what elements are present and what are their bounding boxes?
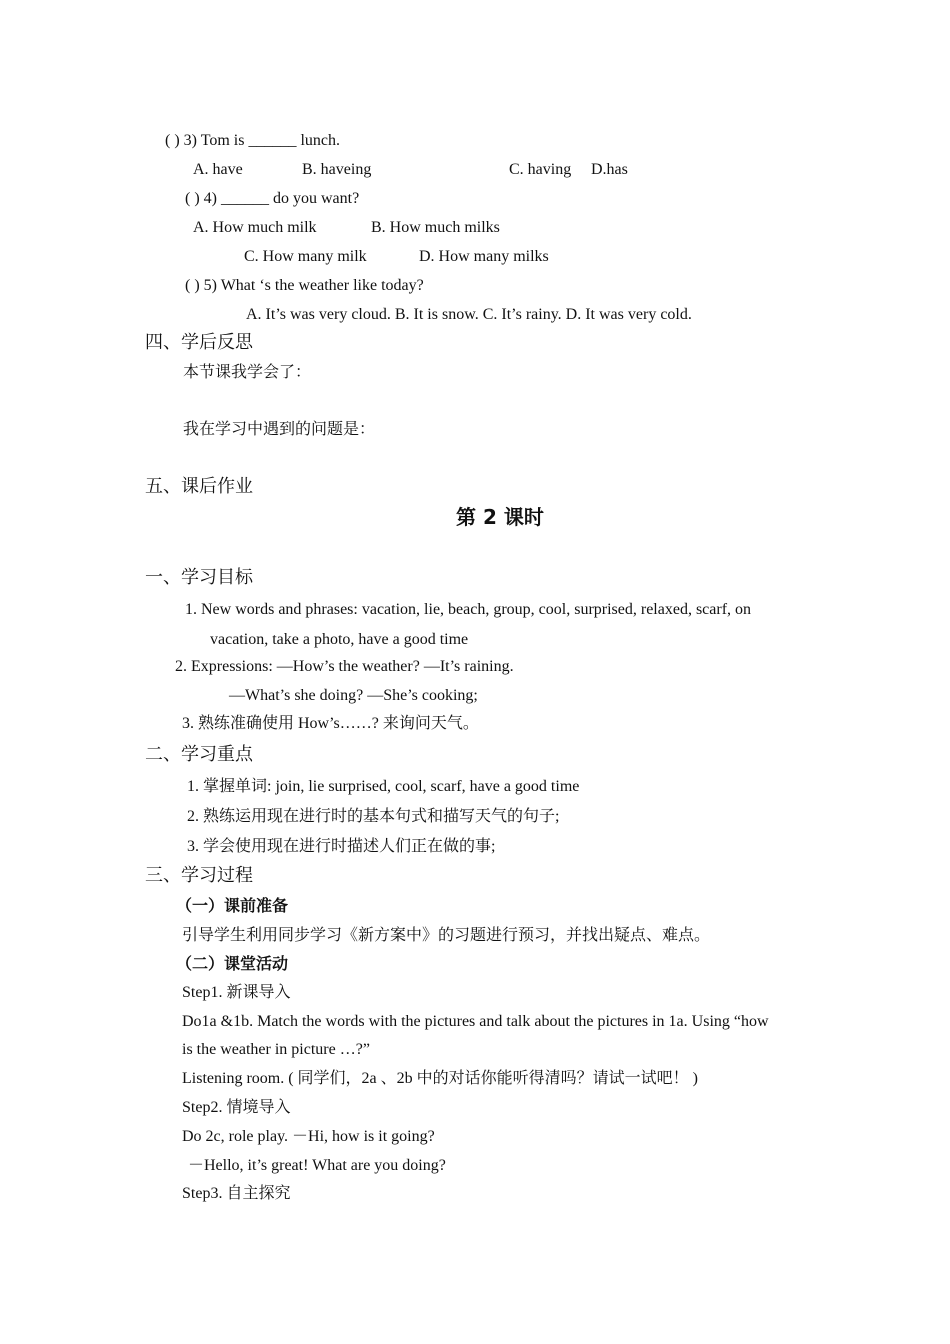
question-5-stem: ( ) 5) What ‘s the weather like today? xyxy=(185,277,424,294)
question-3-options xyxy=(193,160,693,180)
section-heading-process: 三、学习过程 xyxy=(145,865,253,886)
reflection-problems-prompt: 我在学习中遇到的问题是： xyxy=(183,421,376,438)
step-2: Step2. 情境导入 xyxy=(182,1099,291,1116)
question-4-options-row2 xyxy=(244,247,644,267)
goal-item-2-line-2: —What’s she doing? —She’s cooking; xyxy=(229,687,478,704)
section-heading-reflection: 四、学后反思 xyxy=(145,332,253,353)
section-heading-goals: 一、学习目标 xyxy=(145,567,253,588)
question-4-option-c: C. How many milk xyxy=(244,248,367,265)
lesson-title: 第 2 课时 xyxy=(456,505,544,529)
subheading-preparation: （一）课前准备 xyxy=(176,896,289,915)
focus-item-1: 1. 掌握单词: join, lie surprised, cool, scarf, have a good time xyxy=(187,778,580,795)
question-3-option-d: D.has xyxy=(591,161,628,178)
goal-item-2-line-1: 2. Expressions: —How’s the weather? —It’s raining. xyxy=(175,658,514,675)
reflection-learned-prompt: 本节课我学会了： xyxy=(183,364,312,381)
focus-item-2: 2. 熟练运用现在进行时的基本句式和描写天气的句子; xyxy=(187,808,560,825)
question-4-options-row1 xyxy=(193,218,593,238)
step-1: Step1. 新课导入 xyxy=(182,984,291,1001)
goal-item-1-line-1: 1. New words and phrases: vacation, lie, beach, group, cool, surprised, relaxed, scarf, on xyxy=(185,601,752,618)
activity-2-line-1: Do 2c, role play. －Hi, how is it going? xyxy=(182,1128,435,1145)
question-3-option-b: B. haveing xyxy=(302,161,372,178)
activity-1-line-2: is the weather in picture …?” xyxy=(182,1041,370,1058)
question-5-options: A. It’s was very cloud. B. It is snow. C. It’s rainy. D. It was very cold. xyxy=(246,306,692,323)
step-3: Step3. 自主探究 xyxy=(182,1185,291,1202)
preparation-text: 引导学生利用同步学习《新方案中》的习题进行预习，并找出疑点、难点。 xyxy=(182,927,711,944)
section-heading-focus: 二、学习重点 xyxy=(145,744,253,765)
question-3-option-c: C. having xyxy=(509,161,572,178)
focus-item-3: 3. 学会使用现在进行时描述人们正在做的事; xyxy=(187,838,496,855)
goal-item-3: 3. 熟练准确使用 How’s……? 来询问天气。 xyxy=(182,715,479,732)
question-4-option-d: D. How many milks xyxy=(419,248,549,265)
question-4-option-a: A. How much milk xyxy=(193,219,317,236)
section-heading-homework: 五、课后作业 xyxy=(145,476,253,497)
activity-1-line-1: Do1a &1b. Match the words with the pictures and talk about the pictures in 1a. Using “how xyxy=(182,1013,769,1030)
activity-2-line-2: －Hello, it’s great! What are you doing? xyxy=(188,1157,446,1174)
question-4-option-b: B. How much milks xyxy=(371,219,500,236)
goal-item-1-line-2: vacation, take a photo, have a good time xyxy=(210,631,469,648)
subheading-class-activity: （二）课堂活动 xyxy=(176,954,289,973)
question-3-stem: ( ) 3) Tom is ______ lunch. xyxy=(165,132,341,149)
listening-room: Listening room. ( 同学们，2a 、2b 中的对话你能听得清吗？请试一试吧！ ) xyxy=(182,1070,698,1087)
question-3-option-a: A. have xyxy=(193,161,243,178)
question-4-stem: ( ) 4) ______ do you want? xyxy=(185,190,360,207)
